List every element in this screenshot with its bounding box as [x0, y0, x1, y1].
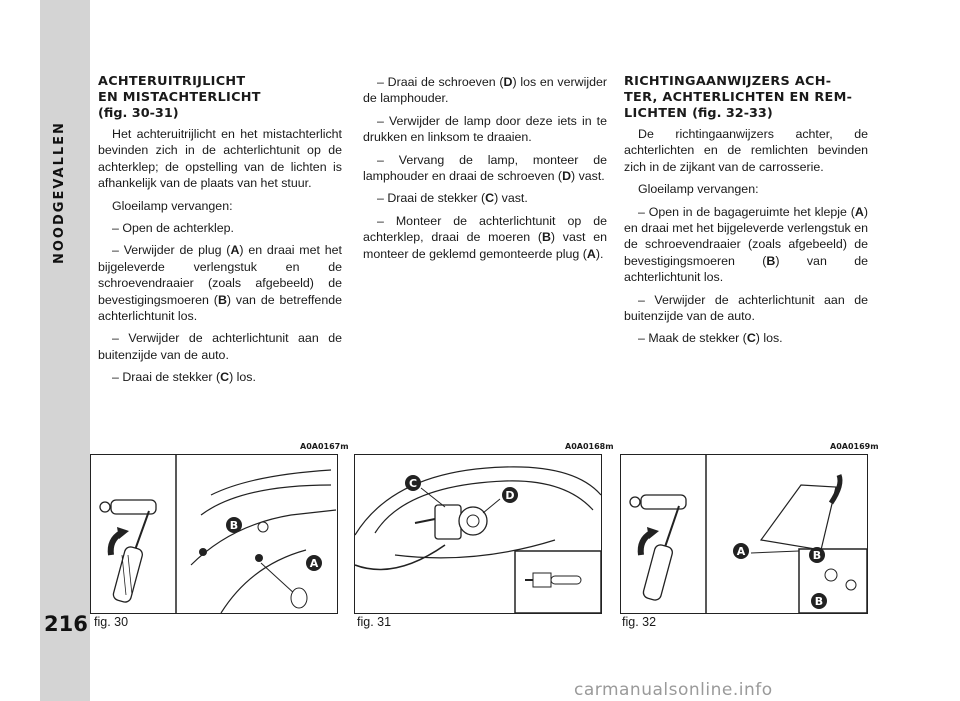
paragraph: Gloeilamp vervangen: [638, 182, 759, 197]
heading-figure-ref: (fig. 30-31) [98, 106, 179, 121]
text: ) vast. [571, 169, 605, 184]
heading-figure-ref: (fig. 32-33) [692, 106, 773, 121]
figure-32-illustration [620, 454, 868, 614]
text: – Open in de bagageruimte het klepje ( [638, 204, 855, 219]
ref-letter: A [586, 246, 596, 261]
svg-text:A: A [736, 545, 746, 558]
paragraph: – Verwijder de lamp door deze iets in te drukken en linksom te draaien. [363, 113, 607, 145]
paragraph: – Open de achterklep. [112, 221, 234, 236]
callout-label [306, 555, 322, 571]
paragraph [98, 369, 342, 385]
figure-caption: fig. 31 [357, 615, 392, 629]
paragraph: Gloeilamp vervangen: [112, 198, 233, 213]
text: – Maak de stekker ( [638, 331, 747, 346]
ref-letter: B [541, 230, 551, 245]
heading-line: ACHTERUITRIJLICHT [98, 74, 246, 89]
callout-label [502, 487, 518, 503]
ref-letter: A [230, 243, 240, 258]
figure-30-drawing [91, 455, 337, 613]
text: ) los. [229, 370, 256, 385]
figure-31-drawing [355, 455, 601, 613]
ref-letter: C [485, 191, 495, 206]
extension-tool-icon [630, 495, 686, 601]
paragraph: Het achteruitrijlicht en het mistachterlicht bevinden zich in de achterlichtunit op de achterklep; de opstelling van de lichten is afhankelijk van de plaats van het stuur. [98, 127, 342, 191]
text: ) vast en monteer de geklemd gemonteerde plug ( [363, 230, 607, 261]
extension-tool-icon [100, 500, 156, 603]
figure-code: A0A0168m [565, 442, 614, 451]
callout-label [733, 543, 749, 559]
paragraph [363, 213, 607, 262]
paragraph: – Verwijder de achterlichtunit aan de buitenzijde van de auto. [624, 292, 868, 324]
text: – Draai de stekker ( [112, 370, 221, 385]
column-1 [98, 74, 342, 392]
page-number: 216 [44, 612, 88, 636]
text: ) vast. [494, 191, 528, 206]
text: – Monteer de achterlichtunit op de achterklep, draai de moeren ( [363, 213, 607, 245]
text: ). [595, 246, 604, 261]
paragraph: – Verwijder de achterlichtunit aan de buitenzijde van de auto. [98, 331, 342, 362]
svg-text:D: D [505, 489, 515, 502]
heading-line: EN MISTACHTERLICHT [98, 90, 261, 105]
figure-caption: fig. 32 [622, 615, 657, 629]
figure-code: A0A0169m [830, 442, 879, 451]
page-margin [0, 0, 44, 701]
column-2 [363, 74, 607, 268]
lamp-holder-icon [415, 505, 487, 539]
figure-32-drawing [621, 455, 867, 613]
svg-text:B: B [814, 595, 824, 608]
section-label: NOODGEVALLEN [52, 121, 67, 264]
paragraph [363, 74, 607, 107]
ref-letter: B [217, 292, 227, 307]
figure-31-illustration [354, 454, 602, 614]
paragraph [98, 242, 342, 324]
svg-text:B: B [812, 549, 822, 562]
ref-letter: C [746, 331, 756, 346]
text: ) en draai met het bijgeleverde verlengstuk en de schroevendraaier (zoals afgebeeld) de bevestigingsmoeren ( [624, 204, 868, 268]
text: ) en draai met het bijgeleverde verlengstuk en de schroevendraaier (zoals afgebeeld) de bevestigingsmoeren ( [98, 243, 342, 307]
watermark: carmanualsonline.info [574, 680, 773, 700]
paragraph [624, 204, 868, 286]
paragraph [363, 190, 607, 206]
column-3 [624, 74, 868, 353]
callout-label [405, 475, 421, 491]
section-heading-rear-lights [624, 74, 868, 122]
ref-letter: A [854, 204, 864, 219]
figure-30-illustration [90, 454, 338, 614]
svg-text:C: C [408, 477, 418, 490]
heading-line: LICHTEN [624, 106, 688, 121]
heading-line: RICHTINGAANWIJZERS ACH- [624, 74, 832, 89]
callout-label [811, 593, 827, 609]
paragraph [624, 330, 868, 346]
text: ) van de achterlichtunit los. [624, 253, 868, 285]
paragraph: De richtingaanwijzers achter, de achterlichten en de remlichten bevinden zich in de zijkant van de carrosserie. [624, 127, 868, 174]
section-heading-reverse-fog [98, 74, 342, 122]
text: ) van de betreffende achterlichtunit los. [98, 292, 342, 324]
figure-code: A0A0167m [300, 442, 349, 451]
text: ) los en verwijder de lamphouder. [363, 75, 607, 106]
figure-caption: fig. 30 [94, 615, 129, 629]
text: – Verwijder de plug ( [112, 243, 231, 258]
text: – Draai de schroeven ( [377, 75, 504, 89]
callout-label [809, 547, 825, 563]
ref-letter: D [503, 75, 513, 89]
text: ) los. [755, 331, 783, 346]
callout-label [226, 517, 242, 533]
text: – Vervang de lamp, monteer de lamphouder en draai de schroeven ( [363, 152, 607, 184]
ref-letter: D [562, 169, 572, 184]
ref-letter: B [766, 253, 776, 268]
svg-text:A: A [309, 557, 319, 570]
paragraph [363, 152, 607, 185]
svg-text:B: B [229, 519, 239, 532]
heading-line: TER, ACHTERLICHTEN EN REM- [624, 90, 853, 105]
ref-letter: C [220, 370, 230, 385]
text: – Draai de stekker ( [377, 191, 486, 206]
